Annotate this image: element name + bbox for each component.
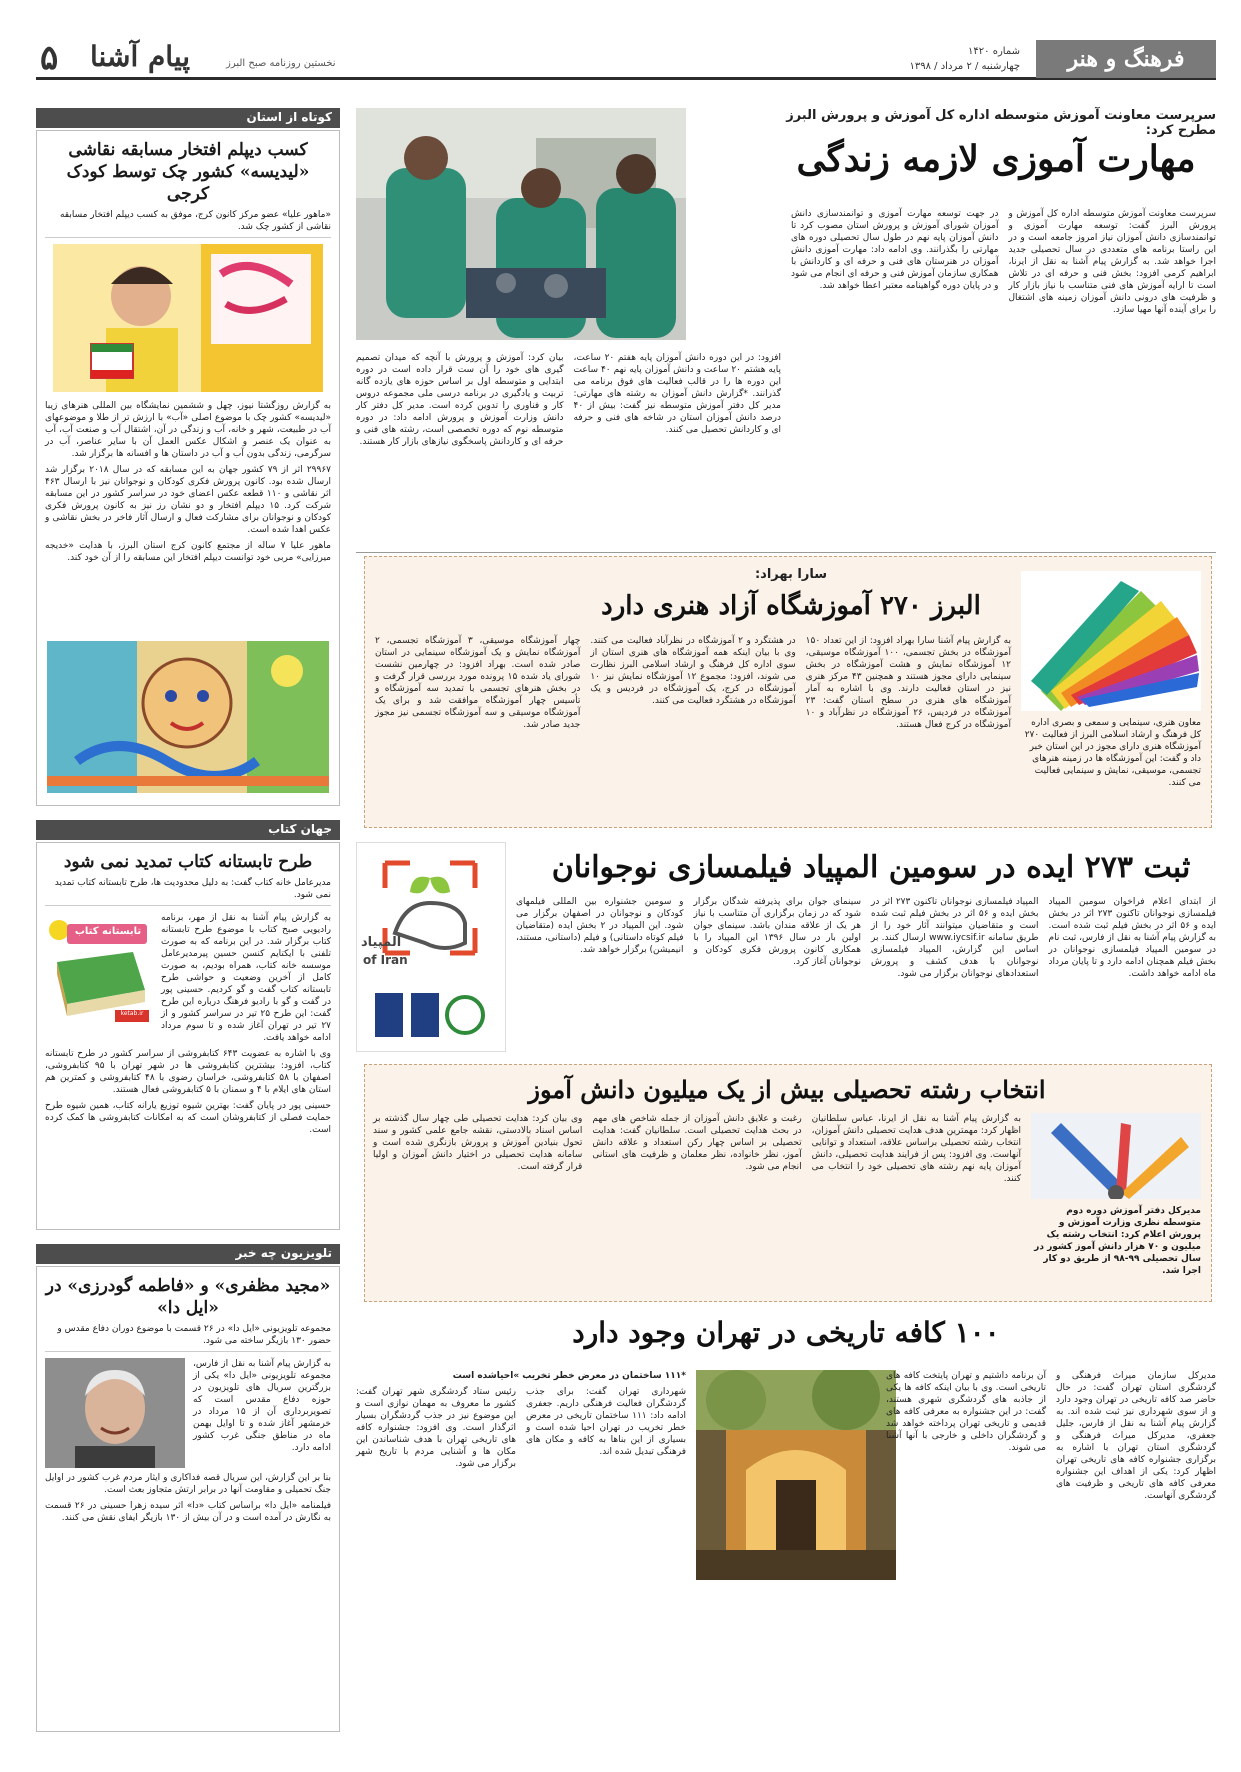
cafes-col-3: شهرداری تهران گفت: برای جذب گردشگران فعالیت فرهنگی داریم. جعفری ادامه داد: ۱۱۱ ساختمان تاریخی در معرض خطر تخریب در تهران احیا شده است و بسیاری از این بناها به کافه و مکان های فرهنگی تبدیل شده اند.	[526, 1387, 686, 1457]
sidebar-head-tv: تلویزیون چه خبر	[36, 1244, 340, 1264]
art-col-3: چهار آموزشگاه موسیقی، ۳ آموزشگاه تجسمی، ۲ آموزشگاه نمایش و یک آموزشگاه سینمایی در استان صادر شده است. بهراد افزود: در چهارمین نشست شورای یاد شده ۱۵ پرونده مورد بررسی قرار گرفت و در بخش هنرهای تجسمی با تمدید سه آموزشگاه و تأسیس چهار آموزشگاه موافقت شد و برای یک آموزشگاه موسیقی و سه آموزشگاه تجسمی نیز مجوز جدید صادر شد.	[375, 636, 581, 730]
tv-lead: مجموعه تلویزیونی «ایل دا» در ۲۶ قسمت با موضوع دوران دفاع مقدس و حضور ۱۳۰ بازیگر ساخته می شود.	[45, 1323, 331, 1352]
sidebar-tv-box	[36, 1266, 340, 1732]
olympiad-col-4: و سومین جشنواره بین المللی فیلمهای کودکان و نوجوانان در اصفهان برگزار می شود. این المپیاد در ۲ بخش ایده (متقاضیان فیلم کوتاه داستانی) و فیلم (داستانی، مستند، انیمیشن) برگزار خواهد شد.	[516, 897, 684, 955]
olympiad-headline: ثبت ۲۷۳ ایده در سومین المپیاد فیلمسازی نوجوانان	[551, 850, 1191, 885]
books-lead: مدیرعامل خانه کتاب گفت: به دلیل محدودیت ها، طرح تابستانه کتاب تمدید نمی شود.	[45, 877, 331, 906]
article-skills	[356, 108, 1216, 548]
art-col-2: در هشتگرد و ۲ آموزشگاه در نظرآباد فعالیت می کنند. وی با بیان اینکه همه آموزشگاه های هنری استان از سوی اداره کل فرهنگ و ارشاد اسلامی البرز نظارت می شوند، افزود: مجموع ۱۲ آموزشگاه نمایش نیز ۱۰ آموزشگاه در کرج، یک آموزشگاه در فردیس و یک آموزشگاه در هشتگرد فعالیت می کنند.	[590, 636, 796, 706]
skills-col-4-text: بیان کرد: آموزش و پرورش با آنچه که میدان تصمیم گیری های خود را آن ست قرار داده است در دوره ابتدایی و متوسطه اول بر اساس حوزه های یازده گانه تربیت و یادگیری در برنامه درسی ملی مجموعه دروس کار و فناوری را تدوین کرده است. مدیر کل دفتر کار دانش وزارت آموزش و پرورش ادامه داد: در دوره متوسطه نوم که دوره تخصصی است، رشته های فنی و حرفه ای و کاردانش پاسخگوی نیازهای بازار کار هستند.	[356, 353, 564, 447]
olympiad-col-1: از ابتدای اعلام فراخوان سومین المپیاد فیلمسازی نوجوانان تاکنون ۲۷۳ اثر در بخش ایده و ۵۶ اثر در بخش فیلم ثبت شده است. به گزارش پیام آشنا به نقل از فارس، ثبت نام در سومین المپیاد فیلمسازی نوجوانان در بخش فیلم همچنان ادامه دارد و تا پایان مرداد ماه ادامه خواهد داشت.	[1048, 897, 1216, 979]
page-number: ۵	[40, 38, 59, 78]
issue-number: شماره ۱۴۲۰	[968, 46, 1020, 57]
books-body-2: وی با اشاره به عضویت ۶۴۳ کتابفروشی از سراسر کشور در طرح تابستانه کتاب، افزود: بیشترین کتابفروشی ها در شهر تهران با ۹۵ کتابفروشی، اصفهان با ۵۸ کتابفروشی، خراسان رضوی با ۴۸ کتابفروشی و کمترین هم استان های ایلام با ۴ و سمنان با ۵ کتابفروشی فعال هستند.	[45, 1049, 331, 1095]
cafes-columns-right	[886, 1370, 1216, 1502]
badge-label: تابستانه کتاب	[74, 926, 142, 937]
divider	[356, 552, 1216, 553]
news-title: کسب دیپلم افتخار مسابقه نقاشی «لیدیسه» کشور چک توسط کودک کرجی	[66, 140, 310, 204]
books-title: طرح تابستانه کتاب تمدید نمی شود	[63, 852, 313, 872]
tv-body-3: فیلمنامه «ایل دا» براساس کتاب «دا» اثر سیده زهرا حسینی در ۲۶ قسمت به نگارش در آمده است و در آن بیش از ۱۳۰ بازیگر ایفای نقش می کنند.	[45, 1501, 331, 1523]
issue-date: چهارشنبه / ۲ مرداد / ۱۳۹۸	[909, 61, 1020, 72]
article-cafes	[356, 1310, 1216, 1740]
skills-col-1: سرپرست معاونت آموزش متوسطه اداره کل آموزش و پرورش البرز گفت: توسعه مهارت آموزی و توانمندسازی دانش آموزان نیاز امروز جامعه است و در این راستا برنامه های متعددی در سال تحصیلی جدید اجرا خواهد شد. به گزارش پیام آشنا به نقل از ایرنا، ابراهیم کرمی افزود: بخش فنی و حرفه ای در تلاش است تا ارایه آموزش های فنی متناسب با نیاز بازار کار و ظرفیت های درونی دانش آموزان زمینه های اشتغال را برای آینده آنها مهیا سازد.	[1008, 209, 1216, 315]
child-photo	[53, 244, 323, 392]
tv-body-1: به گزارش پیام آشنا به نقل از فارس، مجموعه تلویزیونی «ایل دا» یکی از بزرگترین سریال های تلویزیون در حوزه دفاع مقدس است که تصویربرداری آن از ۱۵ مرداد در خرمشهر آغاز شده و تا اوایل بهمن ماه در مناطق جنگی غرب کشور ادامه دارد.	[193, 1359, 331, 1453]
olympiad-col-3: سینمای جوان برای پذیرفته شدگان برگزار شود که در زمان برگزاری آن متناسب با نیاز هر یک از علاقه مندان باشد. سینمای جوان اولین بار در سال ۱۳۹۶ این المپیاد را با همکاری کانون پرورش فکری کودکان و نوجوانان آغاز کرد.	[693, 897, 861, 967]
cafes-col-4: رئیس ستاد گردشگری شهر تهران گفت: کشور ما معروف به مهمان نوازی است و این موضوع نیز در جذب گردشگران بسیار اثرگذار است. وی افزود: جشنواره کافه های تاریخی تهران با هدف شناساندن این مکان ها و آشنایی مردم با تاریخ شهر برگزار می شود.	[356, 1387, 516, 1469]
news-body-3: ماهور علیا ۷ ساله از مجتمع کانون کرج استان البرز، با هدایت «خدیجه میرزایی» مربی خود توانست دیپلم افتخار این مسابقه را از آن خود کند.	[45, 541, 331, 563]
art-caption: معاون هنری، سینمایی و سمعی و بصری اداره کل فرهنگ و ارشاد اسلامی البرز از فعالیت ۲۷۰ آموزشگاه هنری دارای مجوز در این استان خبر داد و گفت: این آموزشگاه ها در زمینه هنرهای تجسمی، موسیقی، نمایش و سینمایی فعالیت می کنند.	[1024, 718, 1201, 788]
painting-image	[47, 641, 329, 793]
cafe-image	[696, 1370, 896, 1580]
tagline: نخستین روزنامه صبح البرز	[226, 58, 336, 69]
art-headline: البرز ۲۷۰ آموزشگاه آزاد هنری دارد	[601, 591, 981, 621]
brand	[36, 40, 396, 78]
section-tab: فرهنگ و هنر	[1036, 40, 1216, 78]
olympiad-logo-sub: of Iran	[363, 953, 408, 967]
education-columns	[373, 1113, 1021, 1185]
books-body-1: به گزارش پیام آشنا به نقل از مهر، برنامه رادیویی صبح کتاب با موضوع طرح تابستانه کتاب برگزار شد. در این برنامه که به صورت تلفنی با ایکتایم کنسن حسین پیرمدیرعامل موسسه خانه کتاب، همراه بودیم، به صورت کامل از آخرین وضعیت و حواشی طرح تابستانه کتاب گفت و گو کردیم. حسینی پور در گفت و گو با رادیو فرهنگ درباره این طرح گفت: این طرح ۲۵ تیر در سراسر کشور و از ۲۷ تیر در تهران آغاز شده و تا سوم مرداد ادامه خواهد یافت.	[161, 913, 331, 1043]
education-col-1: به گزارش پیام آشنا به نقل از ایرنا، عباس سلطانیان اظهار کرد: مهمترین هدف هدایت تحصیلی دانش آموزان، انتخاب رشته تحصیلی براساس علاقه، استعداد و توانایی آنهاست. وی افزود: پس از فرایند هدایت تحصیلی، دانش آموزان پایه نهم رشته های تحصیلی خود را انتخاب می کنند.	[811, 1114, 1021, 1184]
education-col-3: وی بیان کرد: هدایت تحصیلی طی چهار سال گذشته بر اساس اسناد بالادستی، نقشه جامع علمی کشور و سند تحول بنیادین آموزش و پرورش بازنگری شده است و سامانه هدایت تحصیلی در اختیار دانش آموزان و اولیا قرار گرفته است.	[373, 1114, 583, 1172]
child-photo-image	[53, 244, 323, 392]
article-art-schools	[364, 556, 1212, 828]
news-body-2: ۲۹۹۶۷ اثر از ۷۹ کشور جهان به این مسابقه که در سال ۲۰۱۸ برگزار شد ارسال شده بود. کانون پرورش فکری کودکان و نوجوانان نیز با ارسال ۴۶۳ اثر نقاشی و ۱۱۰ قطعه عکس اعضای خود در سراسر کشور در این مسابقه شرکت کرد. ۱۵ دیپلم افتخار و دو نشان رز نیز به کانون پرورش فکری کودکان و نوجوانان برای مشارکت فعال و ارسال آثار فاخر در بخش نقاشی و عکس اهدا شده است.	[45, 465, 331, 535]
olympiad-logo-text: المپیاد	[361, 935, 402, 950]
art-photo	[1021, 571, 1201, 711]
tv-title: «مجید مظفری» و «فاطمه گودرزی» در «ایل دا»	[45, 1276, 331, 1318]
education-photo	[1031, 1113, 1201, 1199]
cafes-col-1: مدیرکل سازمان میراث فرهنگی و گردشگری استان تهران گفت: در حال حاضر صد کافه تاریخی در تهران وجود دارد و از سوی شهرداری نیز ثبت شده اند. به گزارش پیام آشنا به نقل از فارس، جلیل جعفری، مدیرکل میراث فرهنگی و گردشگری استان تهران با اشاره به برگزاری جشنواره کافه های تاریخی تهران اظهار کرد: یکی از اهداف این جشنواره معرفی کافه های تاریخی و ظرفیت های گردشگری آنهاست.	[1056, 1371, 1216, 1501]
article-olympiad	[356, 842, 1216, 1056]
cafes-columns-left	[356, 1370, 686, 1470]
cafes-headline: ۱۰۰ کافه تاریخی در تهران وجود دارد	[572, 1316, 1000, 1349]
art-col-1: به گزارش پیام آشنا سارا بهراد افزود: از این تعداد ۱۵۰ آموزشگاه در بخش تجسمی، ۱۰۰ آموزشگاه موسیقی، ۱۲ آموزشگاه نمایش و هشت آموزشگاه در بخش سینمایی دارای مجوز هستند و همچنین ۴۳ مرکز هنری نیز در استان فعالیت دارند. وی با اشاره به آمار آموزشگاه های هنری در سطح استان گفت: ۲۳ آموزشگاه در فردیس، ۲۶ آموزشگاه در نظرآباد و ۱۰ آموزشگاه در کرج فعال هستند.	[805, 636, 1011, 730]
olympiad-logo	[356, 842, 506, 1052]
cafes-columns-left-grid	[356, 1386, 686, 1470]
newspaper-logo: پیام آشنا	[90, 40, 191, 73]
art-kicker: سارا بهراد:	[754, 567, 827, 582]
books-body-3: حسینی پور در پایان گفت: بهترین شیوه توزیع یارانه کتاب، همین شیوه طرح حمایت فصلی از کتابفروشان است که به امکانات کتابفروشی ها کمک کرده است.	[45, 1101, 331, 1135]
sidebar-books-box	[36, 842, 340, 1230]
olympiad-columns	[516, 896, 1216, 980]
badge-site: ketab.ir	[120, 1010, 144, 1017]
cafes-col-2: آن برنامه داشتیم و تهران پایتخت کافه های تاریخی است. وی با بیان اینکه کافه ها یکی از جاذبه های گردشگری شهری هستند، گفت: در این جشنواره به معرفی کافه های قدیمی و تاریخی تهران پرداخته خواهد شد و گردشگران داخلی و خارجی با آنها آشنا می شوند.	[886, 1371, 1046, 1453]
skills-headline: مهارت آموزی لازمه زندگی	[796, 138, 1196, 180]
skills-kicker: سرپرست معاونت آموزش متوسطه اداره کل آموزش و پرورش البرز مطرح کرد:	[786, 108, 1216, 138]
issue-info	[860, 44, 1020, 74]
cafe-photo	[696, 1370, 896, 1580]
article-education	[364, 1064, 1212, 1302]
education-headline: انتخاب رشته تحصیلی بیش از یک میلیون دانش آموز	[528, 1075, 1046, 1104]
education-col-2: رغبت و علایق دانش آموزان از جمله شاخص های مهم در بحث هدایت تحصیلی است. سلطانیان گفت: هدایت تحصیلی بر اساس چهار رکن استعداد و علاقه دانش آموز، نظر خانواده، نظر معلمان و ظرفیت های استانی انجام می شود.	[592, 1114, 802, 1172]
masthead	[36, 40, 1216, 80]
news-lead: «ماهور علیا» عضو مرکز کانون کرج، موفق به کسب دیپلم افتخار مسابقه نقاشی از کشور چک شد.	[45, 209, 331, 238]
actor-photo	[45, 1358, 185, 1468]
summer-book-badge	[45, 912, 153, 1032]
art-columns	[375, 635, 1011, 731]
sidebar-head-books: جهان کتاب	[36, 820, 340, 840]
skills-columns-lower	[356, 352, 781, 448]
tv-body-2: بنا بر این گزارش، این سریال قصه فداکاری و ایثار مردم غرب کشور در اوایل جنگ تحمیلی و مقاومت آنها در برابر ارتش متجاوز بعث است.	[45, 1473, 331, 1495]
arrows-image	[1031, 1113, 1201, 1199]
news-body-1: به گزارش روزگشتا نیوز، چهل و ششمین نمایشگاه بین المللی هنرهای زیبا «لیدیسه» کشور چک با موضوع اصلی «آب» با ارزش تر از طلا و موضوعهای آب در طبیعت، شهر و خانه، آب و زندگی در آن، اشتقال آب و صنعت آب، آب به عنوان یک عنصر و اشکال عکس العمل آن با سایر عناصر، آب در سرگرمی، زندگی بدون آب و آب در داستان ها و افسانه ها برگزار شد.	[45, 401, 331, 459]
skills-col-3-text: افزود: در این دوره دانش آموزان پایه هفتم ۲۰ ساعت، پایه هشتم ۲۰ ساعت و دانش آموزان پایه نهم ۴۰ ساعت این دوره ها را در قالب فعالیت های فوق برنامه می گذرانند. *گزارش دانش آموزان به رشته های مهارتی: مدیر کل دفتر آموزش متوسطه نیز گفت: بیش از ۴۰ درصد دانش آموزان استان در شاخه های فنی و حرفه ای و کاردانش تحصیل می کنند.	[573, 353, 781, 435]
sidebar-head-province: کوتاه از استان	[36, 108, 340, 128]
painting-photo	[47, 641, 329, 793]
paper-fan-image	[1021, 571, 1201, 711]
skills-col-2: در جهت توسعه مهارت آموزی و توانمندسازی دانش آموزان شورای آموزش و پرورش استان مصوب کرد تا دانش آموزان پایه نهم در طول سال تحصیلی دوره های مهارتی را بگذرانند. وی ادامه داد: مهارت آموزی دانش آموزان در هنرستان های فنی و حرفه ای و کاردانش با همکاری سازمان آموزش فنی و حرفه ای انجام می شود و در پایان دوره گواهینامه معتبر اعطا خواهد شد.	[791, 209, 999, 291]
education-lead: مدیرکل دفتر آموزش دوره دوم متوسطه نظری وزارت آموزش و پرورش اعلام کرد: انتخاب رشته یک میلیون و ۷۰ هزار دانش آموز کشور در سال تحصیلی ۹۹-۹۸ از طریق دو کار اجرا شد.	[1034, 1206, 1201, 1276]
olympiad-col-2: المپیاد فیلمسازی نوجوانان تاکنون ۲۷۳ اثر در بخش ایده و ۵۶ اثر در بخش فیلم ثبت شده است و متقاضیان میتوانند آثار خود را از طریق سامانه www.iycsif.ir ارسال کنند. بر اساس این گزارش، المپیاد فیلمسازی نوجوانان با هدف کشف و پرورش استعدادهای نوجوانان برگزار می شود.	[871, 897, 1039, 979]
actor-portrait	[45, 1358, 185, 1468]
sidebar-news-box	[36, 130, 340, 806]
cafes-subhead: *۱۱۱ ساختمان در معرض خطر تخریب »احیاشده است	[452, 1371, 686, 1381]
